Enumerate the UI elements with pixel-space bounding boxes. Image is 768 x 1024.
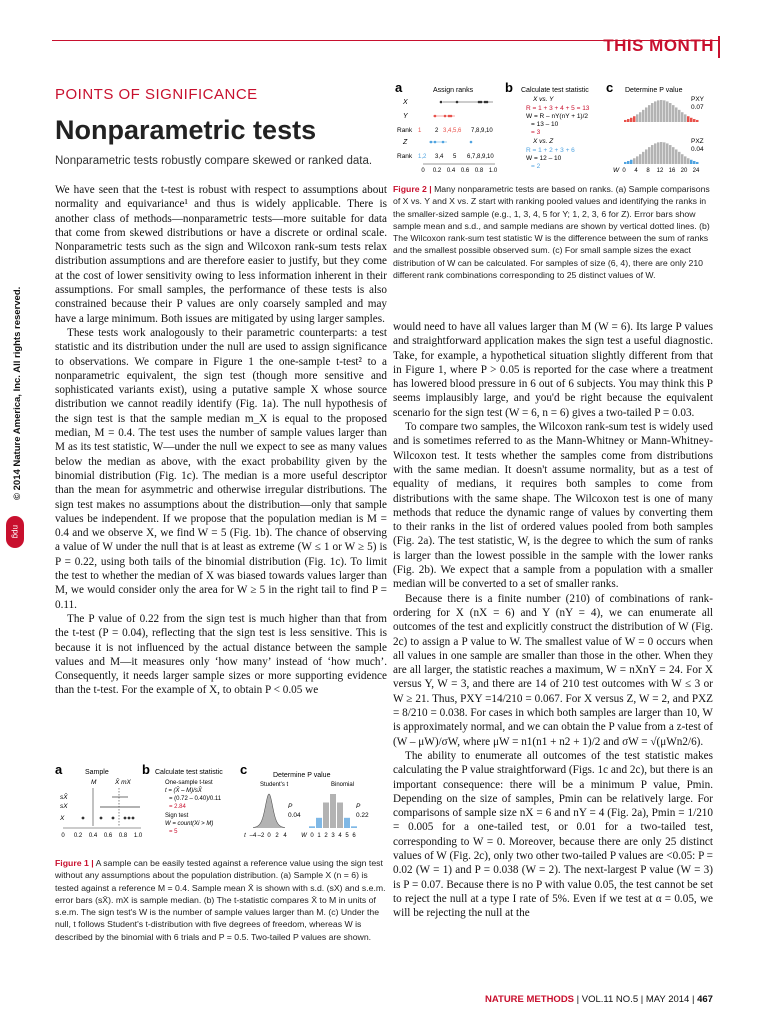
histogram-bar: [696, 162, 699, 164]
histogram-bar: [690, 160, 693, 164]
tick: 2: [275, 833, 279, 839]
histogram-bar: [657, 100, 660, 122]
fig1-binomial-bars: [309, 794, 357, 828]
fig2-xz-line: = 2: [531, 163, 541, 170]
fig1-student-label: Student's t: [260, 782, 289, 788]
fig2-xz-line: W = 12 – 10: [526, 155, 562, 162]
binomial-bar: [316, 818, 322, 828]
footer-issue: | VOL.11 NO.5 | MAY 2014 |: [576, 994, 695, 1005]
tick: 0.8: [118, 833, 128, 839]
fig2-y-points: [433, 115, 455, 118]
fig2-panel-c-label: c: [606, 80, 614, 95]
fig2-c-axis-label: W: [613, 167, 620, 174]
standfirst: Nonparametric tests robustly compare skewed or ranked data.: [55, 155, 373, 167]
histogram-bar: [642, 110, 645, 122]
figure-2-caption-label: Figure 2 |: [393, 184, 432, 194]
fig2-row-x: X: [403, 99, 408, 106]
histogram-bar: [663, 142, 666, 164]
fig1-b-line: One-sample t-test: [165, 780, 213, 786]
tick: t: [244, 833, 246, 839]
histogram-bar: [639, 154, 642, 164]
fig2-row-z: Z: [403, 139, 408, 146]
tick: 3: [331, 833, 335, 839]
tick: 16: [668, 168, 676, 174]
histogram-bar: [648, 105, 651, 122]
fig1-b-line: W = count(Xi > M): [165, 821, 214, 827]
fig2-rank-z-3: 5: [453, 154, 457, 160]
figure-1-svg: [55, 762, 387, 852]
fig1-w-ticks: [301, 833, 356, 839]
paragraph: would need to have all values larger than M (W = 6). Its large P values and straightforward application makes the sign test a useful diagnostic. Take, for example, a hypothetical situation slightly different from that in Figure 1, where P > 0.05 is reported for the case where a treatment has lowered blood pressure in 6 out of 6 subjects. You may think this P seems implausibly large, and you'd be right because the equivalent scenario for the sign test (W = 6, n = 6) gives a two-tailed P = 0.03.: [393, 321, 713, 419]
fig2-xz-line: R = 1 + 2 + 3 + 6: [526, 147, 575, 154]
histogram-bar: [639, 112, 642, 122]
fig1-panel-c-label: c: [240, 762, 248, 777]
histogram-bar: [687, 158, 690, 164]
histogram-bar: [627, 119, 630, 122]
fig2-pxy-label: PXY: [691, 96, 705, 103]
histogram-bar: [654, 101, 657, 122]
fig2-rank-y-4: 7,8,9,10: [471, 128, 493, 134]
section-header: THIS MONTH: [603, 36, 714, 55]
fig2-row-rank1: Rank: [397, 127, 413, 134]
tick: 8: [646, 168, 650, 174]
binomial-bar: [330, 794, 336, 828]
histogram-bar: [693, 161, 696, 164]
fig1-b-line: = 2.84: [169, 804, 186, 810]
histogram-bar: [669, 145, 672, 164]
fig1-b-line: t = (X̄ – M)/sX̄: [165, 788, 202, 794]
fig2-xy-line: = 13 – 10: [531, 121, 559, 128]
tick: W: [301, 833, 307, 839]
fig1-panel-a-title: Sample: [85, 769, 109, 776]
tick: 0: [310, 833, 314, 839]
fig1-row-sd: sX: [60, 803, 68, 810]
figure-1: [55, 762, 387, 852]
binomial-bar: [337, 803, 343, 829]
fig1-binomial-p-value: 0.22: [356, 812, 369, 819]
histogram-bar: [663, 100, 666, 122]
histogram-bar: [690, 118, 693, 122]
histogram-bar: [624, 120, 627, 122]
figure-1-caption: [55, 857, 387, 943]
figure-2-svg: [393, 82, 723, 177]
histogram-bar: [684, 114, 687, 122]
histogram-bar: [645, 107, 648, 122]
histogram-bar: [675, 149, 678, 164]
histogram-bar: [657, 142, 660, 164]
tick: 0.6: [460, 168, 470, 174]
histogram-bar: [666, 143, 669, 164]
fig2-pxy-value: 0.07: [691, 104, 704, 111]
histogram-bar: [633, 116, 636, 122]
binomial-bar: [323, 803, 329, 829]
fig2-rank-y-2: 2: [435, 128, 439, 134]
tick: 20: [680, 168, 688, 174]
figure-1-caption-label: Figure 1 |: [55, 858, 94, 868]
tick: 4: [338, 833, 342, 839]
histogram-bar: [666, 101, 669, 122]
fig1-student-curve: [253, 794, 285, 828]
fig2-rank-y-1: 1: [418, 128, 422, 134]
footer: [485, 994, 713, 1005]
histogram-bar: [693, 119, 696, 122]
paragraph: The P value of 0.22 from the sign test is much higher than that from the t-test (P = 0.04), reflecting that the sign test is less sensitive. This is because it is not influenced by the actual distance between the sample values and M—it measures only ‘how many’ instead of ‘how much’. Consequently, it needs larger sample sizes or more supporting evidence than the t-test. For the example of X, to obtain P < 0.05 we: [55, 612, 387, 697]
fig2-c-ticks: [622, 168, 700, 174]
binomial-bar: [344, 818, 350, 828]
fig2-xy-heading: X vs. Y: [533, 96, 554, 103]
histogram-bar: [672, 147, 675, 164]
tick: 4: [283, 833, 287, 839]
paragraph: To compare two samples, the Wilcoxon rank-sum test is widely used and is sometimes referred to as the Mann-Whitney or Mann-Whitney-Wilcoxon test. It tests whether the samples come from distributions with the same median. It doesn't assume normality, but as a test of equality of medians, it requires both samples to come from distributions with the same shape. The Wilcoxon test is one of many methods that reduce the dynamic range of values by converting them to their ranks in the list of ordered values pooled from both samples (Fig. 2a). The test statistic, W, is the degree to which the sum of ranks is larger than the lowest possible in the sample with the lower ranks (Fig. 2b). We expect that a sample from a population with a smaller median will be converted to a set of smaller ranks.: [393, 421, 713, 591]
fig2-panel-a-title: Assign ranks: [433, 87, 474, 94]
tick: 1.0: [488, 168, 498, 174]
fig1-panel-b-label: b: [142, 762, 150, 777]
histogram-bar: [654, 143, 657, 164]
histogram-bar: [636, 114, 639, 122]
fig1-panel-a-label: a: [55, 762, 63, 777]
fig2-a-ticks: [421, 168, 498, 174]
section-header-bar: [718, 36, 720, 58]
histogram-bar: [630, 118, 633, 122]
histogram-bar: [681, 154, 684, 164]
histogram-bar: [681, 112, 684, 122]
fig1-student-p-value: 0.04: [288, 812, 301, 819]
histogram-bar: [627, 161, 630, 164]
histogram-bar: [669, 103, 672, 122]
histogram-bar: [624, 162, 627, 164]
fig1-student-p: P: [288, 803, 293, 810]
histogram-bar: [645, 149, 648, 164]
fig1-binomial-label: Binomial: [331, 782, 355, 788]
figure-2: [393, 82, 723, 177]
fig2-z-points: [429, 141, 472, 144]
tick: 0.4: [88, 833, 98, 839]
right-column: [393, 320, 713, 920]
histogram-bar: [675, 107, 678, 122]
paragraph: Because there is a finite number (210) of combinations of rank-ordering for X (nX = 6) and Y (nY = 4), we can enumerate all outcomes of the test and explicitly construct the distribution of W (Fig. 2c) to assign a P value to W. The smallest value of W = 0 occurs when all values in one sample are smaller than those in the other. When they are all larger, the statistic reaches a maximum, W = nXnY = 24. For X versus Y, W = 3, and there are 14 of 210 test outcomes with W ≤ 3 or W ≥ 21. Thus, PXY =14/210 = 0.067. For X versus Z, W = 2, and PXZ = 8/210 = 0.038. For cases in which both samples are larger than 10, W is approximately normal, and we can obtain the P value from a z-test of (W – μW)/σW, where μW = n1(n1 + n2 + 1)/2 and σW = √(μWn2/6).: [393, 592, 713, 748]
figure-2-caption: [393, 183, 713, 281]
fig2-xy-line: R = 1 + 3 + 4 + 5 = 13: [526, 105, 590, 112]
fig2-panel-b-label: b: [505, 80, 513, 95]
fig2-xy-line: = 3: [531, 129, 541, 136]
fig1-row-x: X: [60, 815, 65, 822]
histogram-bar: [684, 156, 687, 164]
paragraph: The ability to enumerate all outcomes of the test statistic makes calculating the P value straightforward (Figs. 1c and 2c), but there is an important consequence: there will be a minimum P value, Pmin. Depending on the size of samples, Pmin can be relatively large. For comparisons of sample size nX = 6 and nY = 4 (Fig. 2a), Pmin = 1/210 = 0.005 for a one-tailed test, or 0.01 for a two-tailed test, corresponding to W = 0. Moreover, because there are only 25 distinct values of W (Fig. 2c), only two other two-tailed P values are <0.05: P = 0.02 (W = 1) and P = 0.038 (W = 2). The next-largest P value (W = 3) is P = 0.07. Because there is no P with value 0.05, the test cannot be set to reject the null at a type I rate of 5%. Even if we test at α = 0.05, we will be rejecting the null at the: [393, 749, 713, 920]
histogram-bar: [696, 120, 699, 122]
figure-1-caption-text: A sample can be easily tested against a reference value using the sign test without any assumptions about the population distribution. (a) Sample X (n = 6) is tested against a reference M = 0.4. Sample mean X̄ is shown with s.d. (sX) and s.e.m. error bars (sX̄). mX is sample median. (b) The t-statistic compares X̄ to M in units of s.e.m. The sign test's W is the number of sample values larger than M. (c) Under the null, t follows Student's t-distribution with five degrees of freedom, whereas W is described by the binomial with 6 trials and P = 0.5. Two-tailed P values are shown.: [55, 858, 386, 942]
fig2-panel-c-title: Determine P value: [625, 87, 683, 94]
tick: 0.4: [446, 168, 456, 174]
binomial-bar: [309, 826, 315, 828]
fig2-row-rank2: Rank: [397, 153, 413, 160]
tick: 5: [345, 833, 349, 839]
tick: 24: [692, 168, 700, 174]
copyright-notice: © 2014 Nature America, Inc. All rights reserved.: [12, 286, 23, 500]
tick: 0.6: [103, 833, 113, 839]
binomial-bar: [351, 826, 357, 828]
paragraph: We have seen that the t-test is robust with respect to assumptions about normality and equivariance¹ and thus is widely applicable. There is another class of methods—nonparametric tests—more suitable for data that come from skewed distributions or have a discrete or ordinal scale. Nonparametric tests such as the sign and Wilcoxon rank-sum tests relax distribution assumptions and are therefore easier to justify, but they come at the cost of lower sensitivity owing to less information inherent in their assumptions. For small samples, the performance of these tests is also constrained because their P values are only coarsely sampled and may have a large minimum. Both issues are mitigated by using larger samples.: [55, 184, 387, 325]
fig2-x-points: [440, 101, 493, 104]
fig2-rank-z-4: 6,7,8,9,10: [467, 154, 494, 160]
tick: 12: [656, 168, 664, 174]
footer-page-number: 467: [697, 994, 713, 1005]
tick: 0: [421, 168, 425, 174]
tick: 1.0: [133, 833, 143, 839]
column-label: POINTS OF SIGNIFICANCE: [55, 86, 258, 103]
tick: 2: [324, 833, 328, 839]
npg-logo: npg: [6, 516, 24, 548]
tick: 1: [317, 833, 321, 839]
fig1-panel-b-title: Calculate test statistic: [155, 769, 223, 776]
paragraph: These tests work analogously to their parametric counterparts: a test statistic and its distribution under the null are used to assign significance to observations. We compare in Figure 1 the one-sample t-test² to a nonparametric equivalent, the sign test (though more sensitive and sophisticated variants exist), using a putative sample X whose source distribution we cannot readily identify (Fig. 1a). The null hypothesis of the sign test is that the sample median m_X is equal to the proposed median, M = 0.4. The test uses the number of sample values larger than M as its test statistic, W—under the null we expect to see as many values below the median as above, with the exact probability given by the binomial distribution (Fig. 1c). The median is a more useful descriptor than the mean for asymmetric and otherwise irregular distributions. The sign test makes no assumptions about the distribution—only that sample values be independent. If we propose that the population median is M = 0.4 and we observe X, we find W = 5 (Fig. 1b). The chance of observing a value of W under the null that is at least as extreme (W ≤ 1 or W ≥ 5) is P = 0.22, using both tails of the binomial distribution (Fig. 1c). To limit the test to whether the median of X was biased towards values larger than M, we would consider only the area for W ≥ 5 in the right tail to find P = 0.11.: [55, 326, 387, 611]
histogram-bar: [678, 110, 681, 122]
fig2-histogram-xy: [624, 100, 699, 122]
histogram-bar: [642, 152, 645, 164]
histogram-bar: [660, 100, 663, 122]
tick: 0.2: [73, 833, 83, 839]
tick: 0: [622, 168, 626, 174]
fig1-row-sem: sX̄: [60, 794, 68, 801]
histogram-bar: [651, 103, 654, 122]
fig2-row-y: Y: [403, 113, 408, 120]
histogram-bar: [636, 156, 639, 164]
fig1-m-label: M: [91, 779, 97, 786]
fig2-panel-a-label: a: [395, 80, 403, 95]
fig1-b-line: Sign test: [165, 813, 189, 819]
tick: 0.2: [432, 168, 442, 174]
fig2-xy-line: W = R – nY(nY + 1)/2: [526, 113, 589, 120]
fig1-panel-c-title: Determine P value: [273, 772, 331, 779]
fig1-b-line: = (0.72 – 0.40)/0.11: [169, 796, 222, 802]
histogram-bar: [660, 142, 663, 164]
tick: 6: [352, 833, 356, 839]
tick: 0.8: [474, 168, 484, 174]
histogram-bar: [672, 105, 675, 122]
left-column: [55, 183, 387, 698]
fig1-b-line: = 5: [169, 829, 178, 835]
fig1-a-ticks: [61, 833, 143, 839]
fig2-rank-z-2: 3,4: [435, 154, 444, 160]
fig2-pxz-value: 0.04: [691, 146, 704, 153]
fig1-mean-label: X̄ mX: [115, 779, 131, 786]
histogram-bar: [633, 158, 636, 164]
histogram-bar: [648, 147, 651, 164]
fig2-xz-heading: X vs. Z: [533, 138, 554, 145]
tick: 0: [267, 833, 271, 839]
fig2-rank-z-1: 1,2: [418, 154, 427, 160]
fig2-histogram-xz: [624, 142, 699, 164]
footer-journal-name: NATURE METHODS: [485, 994, 575, 1005]
tick: 4: [634, 168, 638, 174]
fig1-x-points: [82, 817, 135, 820]
fig2-panel-b-title: Calculate test statistic: [521, 87, 589, 94]
fig2-rank-y-3: 3,4,5,6: [443, 128, 462, 134]
tick: –4: [249, 833, 257, 839]
fig2-pxz-label: PXZ: [691, 138, 704, 145]
student-t-area: [253, 794, 285, 828]
histogram-bar: [678, 152, 681, 164]
fig1-binomial-p: P: [356, 803, 361, 810]
histogram-bar: [630, 160, 633, 164]
histogram-bar: [687, 116, 690, 122]
fig1-t-ticks: [244, 833, 287, 839]
tick: –2: [257, 833, 265, 839]
histogram-bar: [651, 145, 654, 164]
figure-2-caption-text: Many nonparametric tests are based on ranks. (a) Sample comparisons of X vs. Y and X vs. Z start with ranking pooled values and identifying the ranks in the smaller-sized sample (e.g., 1, 3, 4, 5 for Y; 1, 2, 3, 6 for Z). Error bars show sample mean and s.d., and sample medians are shown by vertical dotted lines. (b) The Wilcoxon rank-sum test statistic W is the difference between the sum of ranks and the smallest possible observed sum. (c) For small sample sizes the exact distribution of W can be calculated. For samples of size (6, 4), there are only 210 different rank combinations corresponding to 25 distinct values of W.: [393, 184, 710, 281]
article-title: Nonparametric tests: [55, 115, 317, 145]
tick: 0: [61, 833, 65, 839]
